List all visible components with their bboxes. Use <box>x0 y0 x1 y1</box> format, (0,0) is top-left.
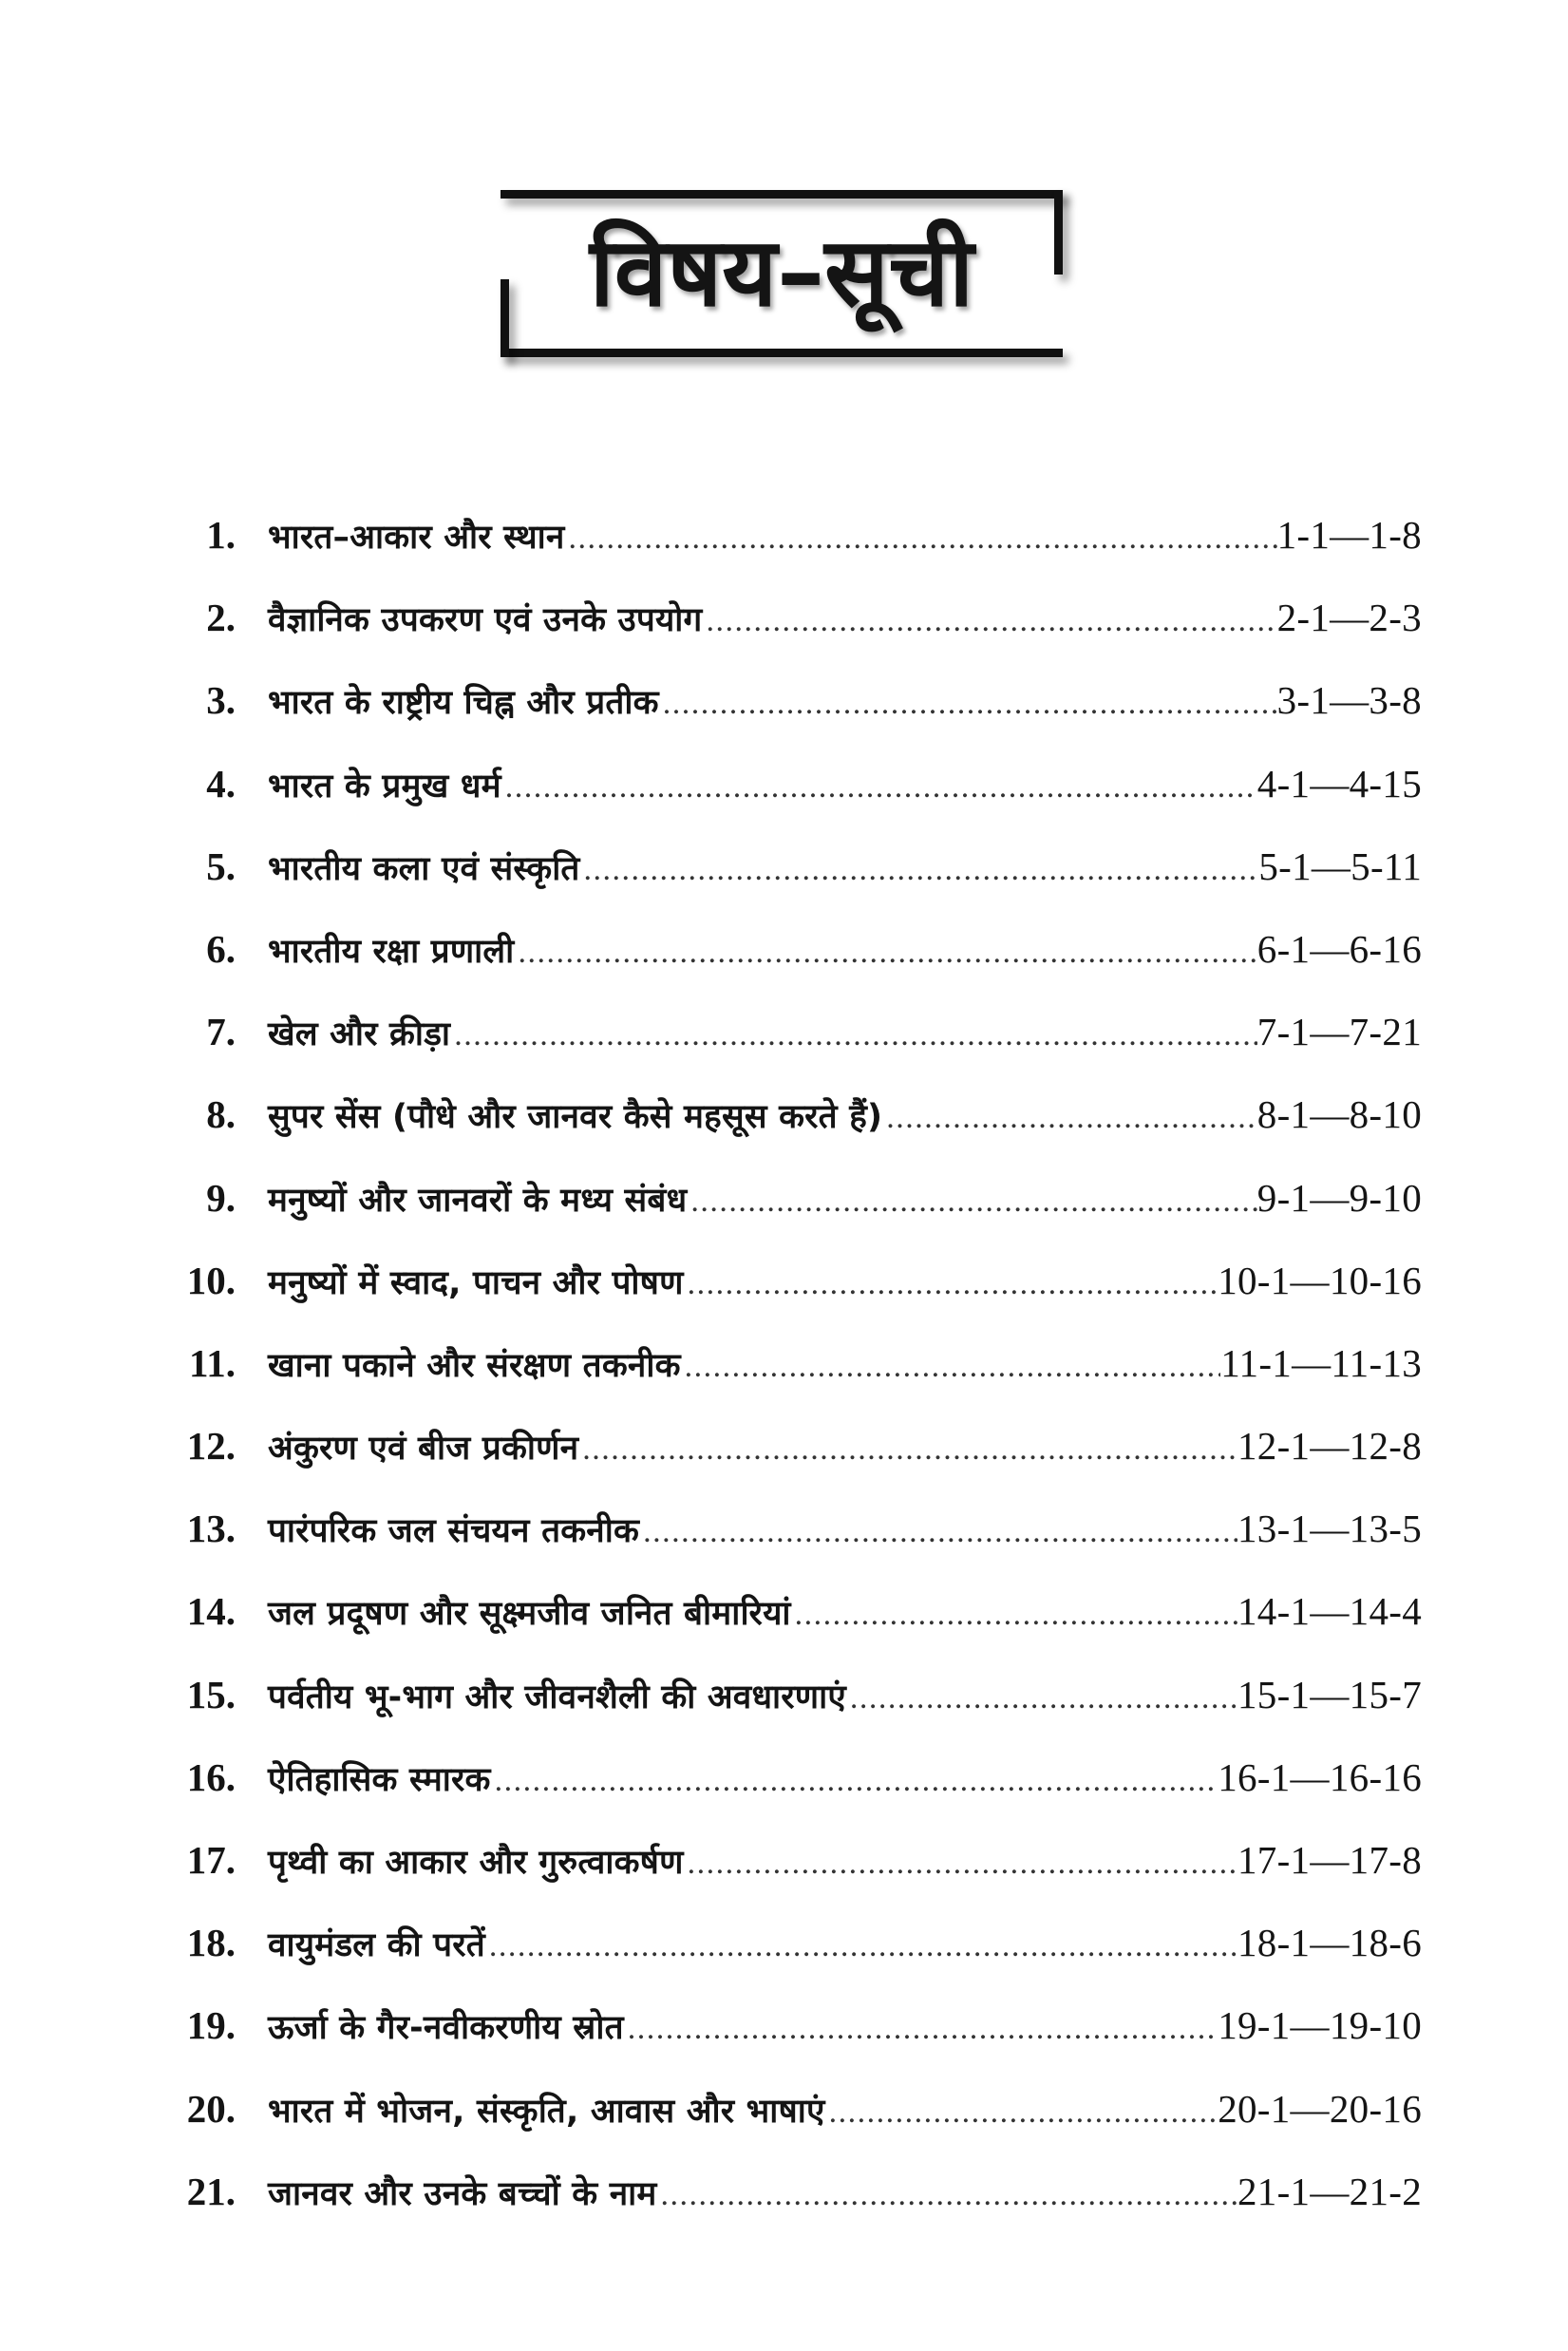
dot-leader <box>578 1408 1237 1490</box>
toc-row <box>171 908 1422 991</box>
dot-leader <box>624 1987 1218 2070</box>
chapter-title: वैज्ञानिक उपकरण एवं उनके उपयोग <box>268 601 703 640</box>
dot-leader <box>825 2071 1219 2153</box>
chapter-title: जल प्रदूषण और सूक्ष्मजीव जनित बीमारियां <box>268 1595 791 1634</box>
toc-row <box>171 1322 1422 1405</box>
dot-leader <box>882 1076 1257 1159</box>
chapter-number: 10. <box>186 1258 236 1302</box>
page-range: 20-1—20-16 <box>1218 2086 1422 2131</box>
chapter-number: 19. <box>186 2003 236 2048</box>
dot-leader <box>501 746 1257 828</box>
page-range: 13-1—13-5 <box>1237 1507 1422 1551</box>
dot-leader <box>791 1573 1237 1656</box>
chapter-number: 4. <box>206 761 236 806</box>
page-title: विषय–सूची <box>589 217 974 328</box>
frame-top-bar <box>501 190 1063 199</box>
page-range: 15-1—15-7 <box>1237 1672 1422 1716</box>
chapter-number: 11. <box>189 1340 236 1385</box>
chapter-title: मनुष्यों में स्वाद, पाचन और पोषण <box>268 1263 684 1302</box>
dot-leader <box>846 1657 1237 1739</box>
toc-row <box>171 1984 1422 2067</box>
page-range: 4-1—4-15 <box>1256 761 1422 806</box>
chapter-title: पृथ्वी का आकार और गुरुत्वाकर्षण <box>268 1844 684 1882</box>
dot-leader <box>565 497 1277 579</box>
dot-leader <box>491 1739 1219 1822</box>
page-range: 3-1—3-8 <box>1276 678 1422 723</box>
toc-row <box>171 577 1422 659</box>
chapter-title: भारत के प्रमुख धर्म <box>268 767 501 806</box>
page-range: 17-1—17-8 <box>1237 1838 1422 1882</box>
chapter-title: वायुमंडल की परतें <box>268 1926 485 1965</box>
dot-leader <box>687 1160 1256 1242</box>
toc-row <box>171 1405 1422 1488</box>
chapter-title: भारत के राष्ट्रीय चिह्न और प्रतीक <box>268 684 659 723</box>
toc-row <box>171 1240 1422 1322</box>
toc-row <box>171 1902 1422 1984</box>
dot-leader <box>684 1822 1237 1905</box>
chapter-number: 6. <box>206 926 236 971</box>
page-range: 14-1—14-4 <box>1237 1589 1422 1634</box>
page-range: 10-1—10-16 <box>1218 1258 1422 1302</box>
chapter-title: भारतीय कला एवं संस्कृति <box>268 849 580 888</box>
chapter-number: 15. <box>186 1672 236 1716</box>
toc-row <box>171 494 1422 577</box>
frame-bottom-bar <box>501 349 1063 357</box>
toc-row <box>171 1488 1422 1570</box>
title-frame <box>501 190 1067 364</box>
page-range: 6-1—6-16 <box>1256 926 1422 971</box>
toc-row <box>171 825 1422 908</box>
chapter-number: 12. <box>186 1424 236 1469</box>
dot-leader <box>659 662 1277 745</box>
dot-leader <box>684 1242 1219 1325</box>
dot-leader <box>450 994 1257 1076</box>
toc-row <box>171 1073 1422 1156</box>
page-range: 11-1—11-13 <box>1220 1340 1422 1385</box>
page-range: 18-1—18-6 <box>1237 1921 1422 1965</box>
dot-leader <box>639 1490 1237 1573</box>
dot-leader <box>580 828 1259 911</box>
chapter-title: खाना पकाने और संरक्षण तकनीक <box>268 1346 681 1385</box>
chapter-number: 9. <box>206 1175 236 1220</box>
toc-row <box>171 2068 1422 2151</box>
chapter-number: 3. <box>206 678 236 723</box>
chapter-number: 7. <box>206 1010 236 1054</box>
toc-row <box>171 659 1422 742</box>
chapter-number: 18. <box>186 1921 236 1965</box>
chapter-number: 16. <box>186 1754 236 1799</box>
toc-row <box>171 1736 1422 1819</box>
chapter-number: 5. <box>206 844 236 888</box>
page-range: 7-1—7-21 <box>1256 1010 1422 1054</box>
toc-row <box>171 1570 1422 1653</box>
dot-leader <box>681 1325 1221 1408</box>
chapter-title: खेल और क्रीड़ा <box>268 1015 451 1054</box>
toc-row <box>171 991 1422 1073</box>
page-range: 19-1—19-10 <box>1218 2003 1422 2048</box>
chapter-title: भारत–आकार और स्थान <box>268 519 565 557</box>
chapter-title: पर्वतीय भू-भाग और जीवनशैली की अवधारणाएं <box>268 1678 846 1716</box>
chapter-title: ऊर्जा के गैर-नवीकरणीय स्रोत <box>268 2009 624 2048</box>
dot-leader <box>702 579 1276 662</box>
toc-row <box>171 2151 1422 2233</box>
toc-row <box>171 743 1422 825</box>
chapter-title: अंकुरण एवं बीज प्रकीर्णन <box>268 1430 579 1469</box>
chapter-title: भारतीय रक्षा प्रणाली <box>268 932 515 971</box>
page-range: 21-1—21-2 <box>1237 2169 1422 2213</box>
chapter-title: ऐतिहासिक स्मारक <box>268 1760 491 1799</box>
chapter-number: 14. <box>186 1589 236 1634</box>
page-range: 1-1—1-8 <box>1276 513 1422 557</box>
dot-leader <box>514 911 1256 994</box>
toc-row <box>171 1654 1422 1736</box>
chapter-title: पारंपरिक जल संचयन तकनीक <box>268 1512 640 1551</box>
chapter-number: 17. <box>186 1838 236 1882</box>
page-range: 8-1—8-10 <box>1256 1092 1422 1137</box>
table-of-contents <box>171 494 1422 2233</box>
chapter-title: मनुष्यों और जानवरों के मध्य संबंध <box>268 1181 688 1220</box>
chapter-number: 1. <box>206 513 236 557</box>
toc-row <box>171 1819 1422 1902</box>
chapter-title: भारत में भोजन, संस्कृति, आवास और भाषाएं <box>268 2092 825 2131</box>
chapter-title: जानवर और उनके बच्चों के नाम <box>268 2174 657 2213</box>
page-range: 12-1—12-8 <box>1237 1424 1422 1469</box>
page-range: 9-1—9-10 <box>1256 1175 1422 1220</box>
chapter-number: 21. <box>186 2169 236 2213</box>
chapter-number: 2. <box>206 596 236 640</box>
dot-leader <box>657 2153 1237 2236</box>
page-range: 5-1—5-11 <box>1258 844 1422 888</box>
dot-leader <box>485 1905 1237 1987</box>
chapter-number: 8. <box>206 1092 236 1137</box>
toc-row <box>171 1157 1422 1240</box>
chapter-number: 13. <box>186 1507 236 1551</box>
page-range: 2-1—2-3 <box>1276 596 1422 640</box>
page-range: 16-1—16-16 <box>1218 1754 1422 1799</box>
chapter-title: सुपर सेंस (पौधे और जानवर कैसे महसूस करते हैं) <box>268 1098 883 1137</box>
chapter-number: 20. <box>186 2086 236 2131</box>
